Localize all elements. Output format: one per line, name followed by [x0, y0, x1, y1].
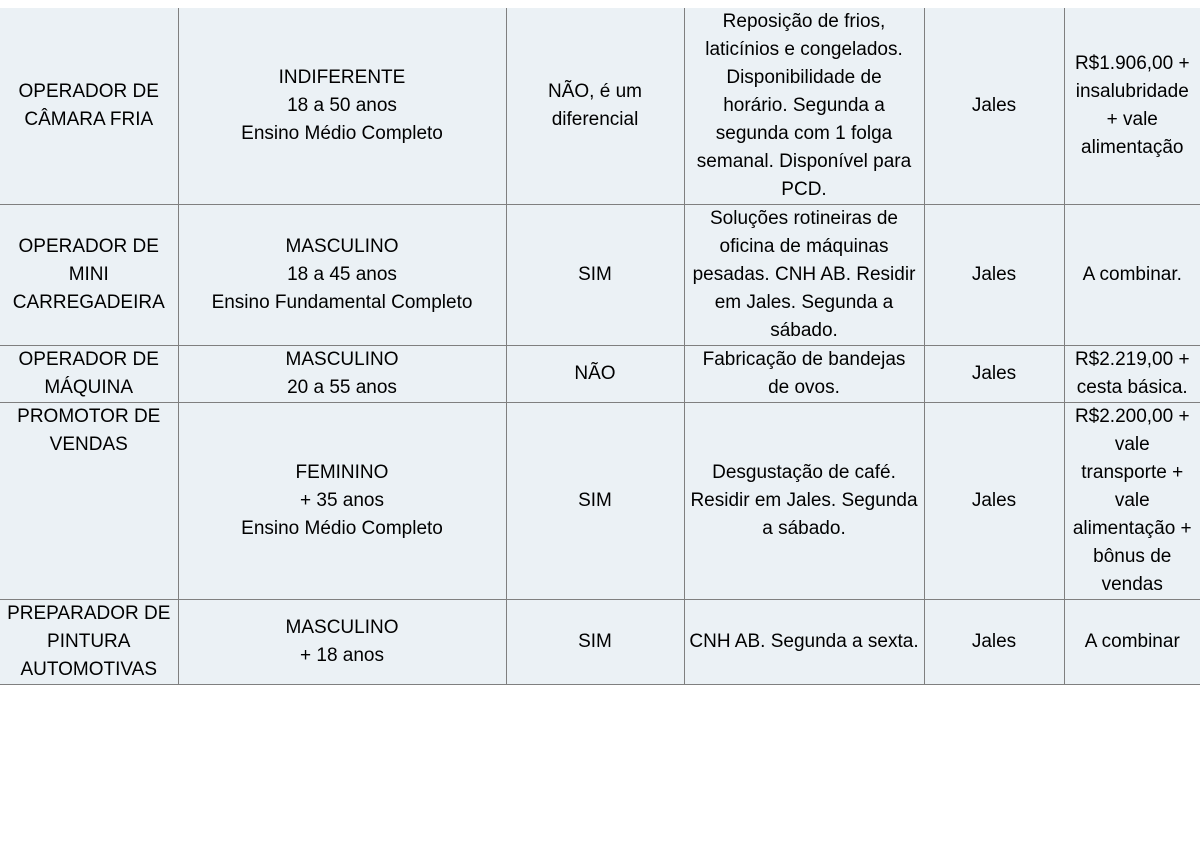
table-row	[0, 8, 1200, 205]
job-title-cell: OPERADOR DE MINI CARREGADEIRA	[0, 205, 178, 346]
profile-cell: MASCULINO + 18 anos	[178, 600, 506, 685]
profile-cell: INDIFERENTE 18 a 50 anos Ensino Médio Completo	[178, 8, 506, 205]
profile-cell: MASCULINO 20 a 55 anos	[178, 346, 506, 403]
salary-cell: A combinar.	[1064, 205, 1200, 346]
job-title-cell: OPERADOR DE MÁQUINA	[0, 346, 178, 403]
salary-cell: R$2.200,00 + vale transporte + vale alimentação + bônus de vendas	[1064, 403, 1200, 600]
salary-cell: R$1.906,00 + insalubridade + vale alimentação	[1064, 8, 1200, 205]
city-cell: Jales	[924, 346, 1064, 403]
profile-cell: FEMININO + 35 anos Ensino Médio Completo	[178, 403, 506, 600]
description-cell: Desgustação de café. Residir em Jales. Segunda a sábado.	[684, 403, 924, 600]
table-row	[0, 346, 1200, 403]
city-cell: Jales	[924, 205, 1064, 346]
job-title-cell: PREPARADOR DE PINTURA AUTOMOTIVAS	[0, 600, 178, 685]
table-row	[0, 403, 1200, 600]
experience-cell: SIM	[506, 600, 684, 685]
description-cell: Reposição de frios, laticínios e congelados. Disponibilidade de horário. Segunda a segunda com 1 folga semanal. Disponível para PCD.	[684, 8, 924, 205]
experience-cell: NÃO, é um diferencial	[506, 8, 684, 205]
description-cell: CNH AB. Segunda a sexta.	[684, 600, 924, 685]
job-title-cell: OPERADOR DE CÂMARA FRIA	[0, 8, 178, 205]
table-row	[0, 600, 1200, 685]
experience-cell: NÃO	[506, 346, 684, 403]
salary-cell: A combinar	[1064, 600, 1200, 685]
job-listings-table	[0, 8, 1200, 685]
city-cell: Jales	[924, 403, 1064, 600]
profile-cell: MASCULINO 18 a 45 anos Ensino Fundamental Completo	[178, 205, 506, 346]
experience-cell: SIM	[506, 403, 684, 600]
city-cell: Jales	[924, 8, 1064, 205]
table-row	[0, 205, 1200, 346]
experience-cell: SIM	[506, 205, 684, 346]
description-cell: Soluções rotineiras de oficina de máquinas pesadas. CNH AB. Residir em Jales. Segunda a sábado.	[684, 205, 924, 346]
salary-cell: R$2.219,00 + cesta básica.	[1064, 346, 1200, 403]
city-cell: Jales	[924, 600, 1064, 685]
description-cell: Fabricação de bandejas de ovos.	[684, 346, 924, 403]
job-title-cell: PROMOTOR DE VENDAS	[0, 403, 178, 600]
